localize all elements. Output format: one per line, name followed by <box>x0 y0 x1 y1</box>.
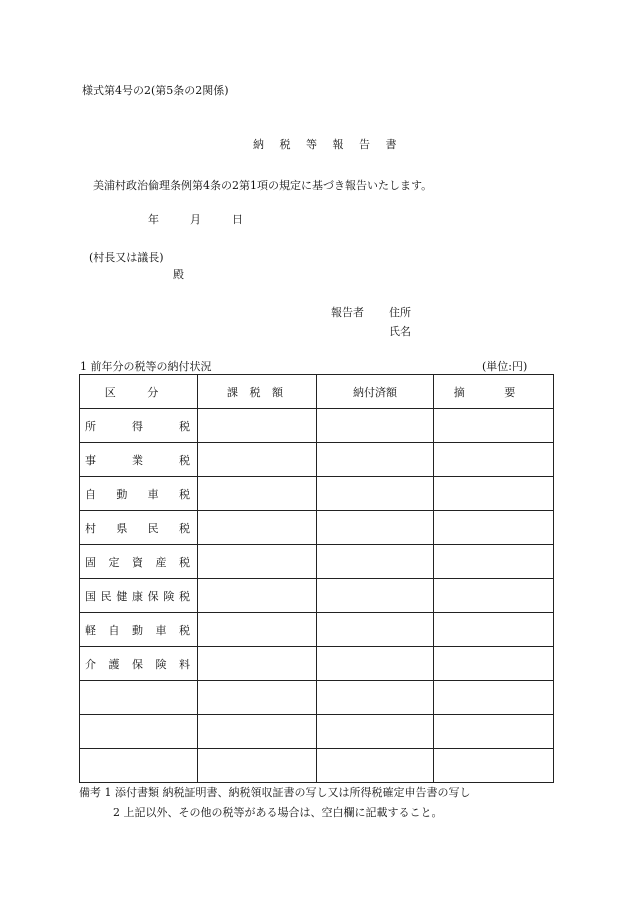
year-label: 年 <box>148 213 159 226</box>
assessed-cell[interactable] <box>198 749 317 783</box>
addressee: (村長又は議長) <box>89 251 164 264</box>
remarks-cell[interactable] <box>434 409 554 443</box>
table-row <box>80 647 554 681</box>
intro-text: 美浦村政治倫理条例第4条の2第1項の規定に基づき報告いたします。 <box>93 179 433 192</box>
assessed-cell[interactable] <box>198 477 317 511</box>
reporter-line <box>331 304 411 320</box>
paid-cell[interactable] <box>317 715 434 749</box>
paid-cell[interactable] <box>317 443 434 477</box>
document-title: 納 税 等 報 告 書 <box>253 138 403 151</box>
assessed-cell[interactable] <box>198 579 317 613</box>
row-label[interactable] <box>80 715 198 749</box>
row-label: 事業税 <box>80 443 198 477</box>
assessed-cell[interactable] <box>198 511 317 545</box>
table-row <box>80 681 554 715</box>
paid-cell[interactable] <box>317 613 434 647</box>
table-row <box>80 579 554 613</box>
date-line <box>148 211 243 227</box>
table-row <box>80 443 554 477</box>
tax-payment-table <box>79 374 554 783</box>
row-label: 所得税 <box>80 409 198 443</box>
paid-cell[interactable] <box>317 647 434 681</box>
header-paid-amount: 納付済額 <box>317 375 434 409</box>
assessed-cell[interactable] <box>198 409 317 443</box>
unit-label: (単位:円) <box>482 360 528 373</box>
assessed-cell[interactable] <box>198 443 317 477</box>
paid-cell[interactable] <box>317 545 434 579</box>
remarks-cell[interactable] <box>434 443 554 477</box>
row-label: 軽自動車税 <box>80 613 198 647</box>
paid-cell[interactable] <box>317 681 434 715</box>
remarks-cell[interactable] <box>434 545 554 579</box>
table-row <box>80 545 554 579</box>
remarks-cell[interactable] <box>434 715 554 749</box>
row-label: 自動車税 <box>80 477 198 511</box>
row-label: 村県民税 <box>80 511 198 545</box>
form-number: 様式第4号の2(第5条の2関係) <box>82 84 229 97</box>
remarks-cell[interactable] <box>434 681 554 715</box>
paid-cell[interactable] <box>317 409 434 443</box>
section-title: 1 前年分の税等の納付状況 <box>80 360 212 373</box>
paid-cell[interactable] <box>317 477 434 511</box>
table-row <box>80 477 554 511</box>
remarks-cell[interactable] <box>434 511 554 545</box>
table-row <box>80 715 554 749</box>
row-label: 固定資産税 <box>80 545 198 579</box>
row-label: 介護保険料 <box>80 647 198 681</box>
table-header-row <box>80 375 554 409</box>
name-label: 氏名 <box>389 325 411 338</box>
row-label[interactable] <box>80 749 198 783</box>
remarks-cell[interactable] <box>434 613 554 647</box>
assessed-cell[interactable] <box>198 613 317 647</box>
remarks-cell[interactable] <box>434 579 554 613</box>
assessed-cell[interactable] <box>198 545 317 579</box>
header-remarks: 摘 要 <box>434 375 554 409</box>
assessed-cell[interactable] <box>198 715 317 749</box>
remarks-cell[interactable] <box>434 647 554 681</box>
assessed-cell[interactable] <box>198 681 317 715</box>
remarks-cell[interactable] <box>434 749 554 783</box>
paid-cell[interactable] <box>317 579 434 613</box>
address-label: 住所 <box>389 306 411 319</box>
table-row <box>80 511 554 545</box>
day-label: 日 <box>232 213 243 226</box>
remarks-cell[interactable] <box>434 477 554 511</box>
table-row <box>80 613 554 647</box>
month-label: 月 <box>190 213 201 226</box>
table-row <box>80 749 554 783</box>
paid-cell[interactable] <box>317 511 434 545</box>
honorific: 殿 <box>173 268 184 281</box>
row-label: 国民健康保険税 <box>80 579 198 613</box>
header-category: 区 分 <box>80 375 198 409</box>
assessed-cell[interactable] <box>198 647 317 681</box>
reporter-label: 報告者 <box>331 306 364 319</box>
row-label[interactable] <box>80 681 198 715</box>
paid-cell[interactable] <box>317 749 434 783</box>
remarks-line-2: 2 上記以外、その他の税等がある場合は、空白欄に記載すること。 <box>113 806 443 819</box>
header-assessed-amount: 課 税 額 <box>198 375 317 409</box>
remarks-line-1: 備考 1 添付書類 納税証明書、納税領収証書の写し又は所得税確定申告書の写し <box>79 786 471 799</box>
table-row <box>80 409 554 443</box>
